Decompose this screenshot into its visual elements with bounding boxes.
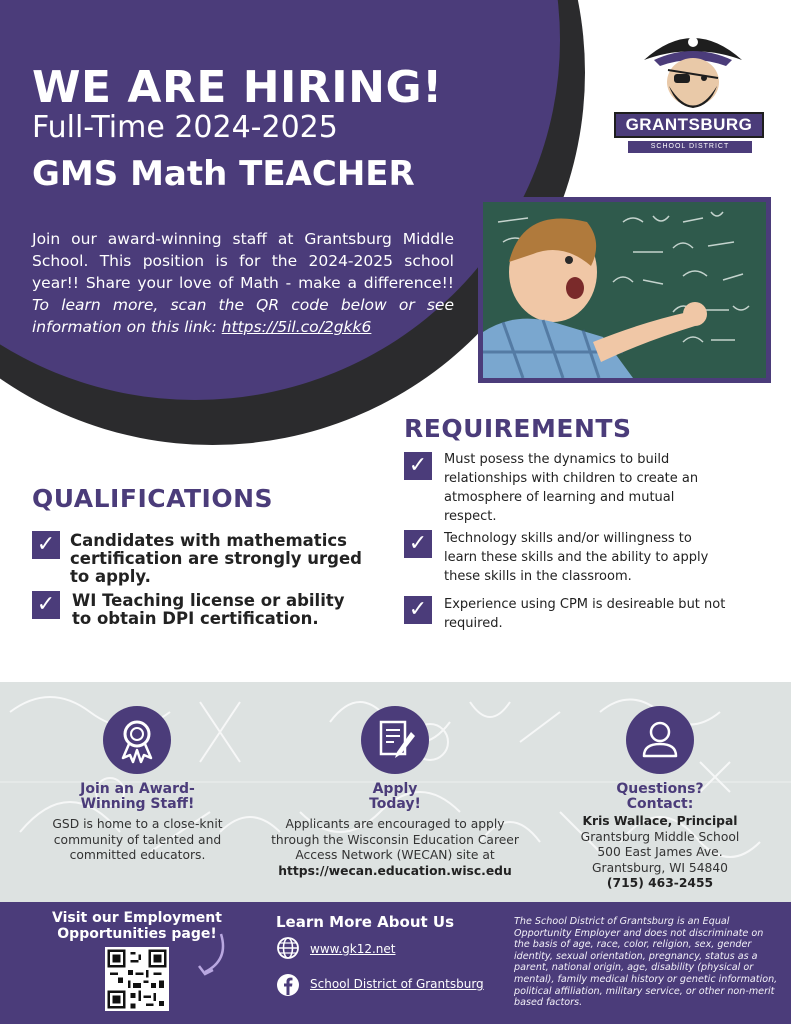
requirement-item: Experience using CPM is desireable but not required. — [444, 597, 726, 631]
eeo-statement: The School District of Grantsburg is an Equal Opportunity Employer and does not discriminate on the basis of age, race, color, religion, sex, gender identity, sexual orientation, pregnancy, status as a parent, national origin, age, disability (physical or mental), family medical history or genetic information, political affiliation, military service, or other non-merit based factors. — [514, 916, 778, 1009]
contact-name: Kris Wallace, Principal — [582, 814, 738, 828]
employment-callout: Visit our Employment Opportunities page! — [52, 910, 222, 942]
check-icon: ✓ — [404, 530, 432, 558]
contact-title: Questions? Contact: — [616, 781, 704, 812]
intro-paragraph — [32, 228, 454, 338]
logo-name: GRANTSBURG — [614, 112, 764, 138]
check-icon: ✓ — [32, 531, 60, 559]
pirate-mascot-icon — [614, 20, 772, 120]
apply-title: Apply Today! — [369, 781, 421, 812]
header-disc — [0, 0, 560, 400]
info-link[interactable]: https://5il.co/2gkk6 — [221, 318, 372, 336]
requirements-title: REQUIREMENTS — [404, 414, 632, 443]
contact-details — [560, 814, 760, 892]
facebook-icon — [276, 973, 300, 997]
district-logo — [614, 20, 772, 152]
requirement-item: Technology skills and/or willingness to learn these skills and the ability to apply these skills in the classroom. — [444, 531, 709, 584]
chalkboard-boy-image — [483, 202, 766, 378]
apply-text: Applicants are encouraged to apply through the Wisconsin Education Career Access Network (WECAN) site at — [271, 817, 519, 862]
facebook-link[interactable]: School District of Grantsburg — [310, 977, 484, 991]
qualification-item: WI Teaching license or ability to obtain DPI certification. — [72, 591, 345, 628]
requirement-item: Must posess the dynamics to build relationships with children to create an atmosphere of learning and mutual respect. — [444, 452, 699, 524]
hiring-title: WE ARE HIRING! — [32, 62, 443, 113]
apply-body — [270, 817, 520, 879]
contact-school: Grantsburg Middle School — [580, 829, 740, 844]
info-band — [0, 682, 791, 902]
contact-city: Grantsburg, WI 54840 — [591, 860, 729, 875]
logo-subtitle: SCHOOL DISTRICT — [628, 141, 752, 153]
student-photo — [478, 197, 771, 383]
website-link[interactable]: www.gk12.net — [310, 942, 396, 956]
learn-more-title: Learn More About Us — [276, 913, 455, 931]
contact-phone: (715) 463-2455 — [606, 876, 714, 890]
curved-arrow-icon — [195, 930, 235, 980]
qualifications-title: QUALIFICATIONS — [32, 484, 274, 513]
document-pen-icon — [361, 706, 429, 774]
person-icon — [626, 706, 694, 774]
qr-code[interactable] — [105, 947, 169, 1011]
qr-code-icon — [105, 947, 169, 1011]
wecan-link[interactable]: https://wecan.education.wisc.edu — [278, 863, 512, 878]
check-icon: ✓ — [404, 596, 432, 624]
hiring-subtitle: Full-Time 2024-2025 — [32, 110, 338, 145]
globe-icon — [276, 936, 300, 960]
footer — [0, 902, 791, 1024]
staff-body: GSD is home to a close-knit community of talented and committed educators. — [52, 817, 223, 862]
check-icon: ✓ — [404, 452, 432, 480]
intro-learn-more: To learn more, scan the QR code below or see information on this link: — [32, 296, 454, 336]
contact-street: 500 East James Ave. — [597, 845, 723, 859]
qualification-item: Candidates with mathematics certification are strongly urged to apply. — [70, 531, 362, 586]
position-title: GMS Math TEACHER — [32, 154, 415, 194]
intro-text: Join our award-winning staff at Grantsburg Middle School. This position is for the 2024-2025 school year!! Share your love of Math - make a difference!! — [32, 230, 454, 292]
award-ribbon-icon — [103, 706, 171, 774]
staff-title: Join an Award-Winning Staff! — [80, 781, 195, 812]
check-icon: ✓ — [32, 591, 60, 619]
